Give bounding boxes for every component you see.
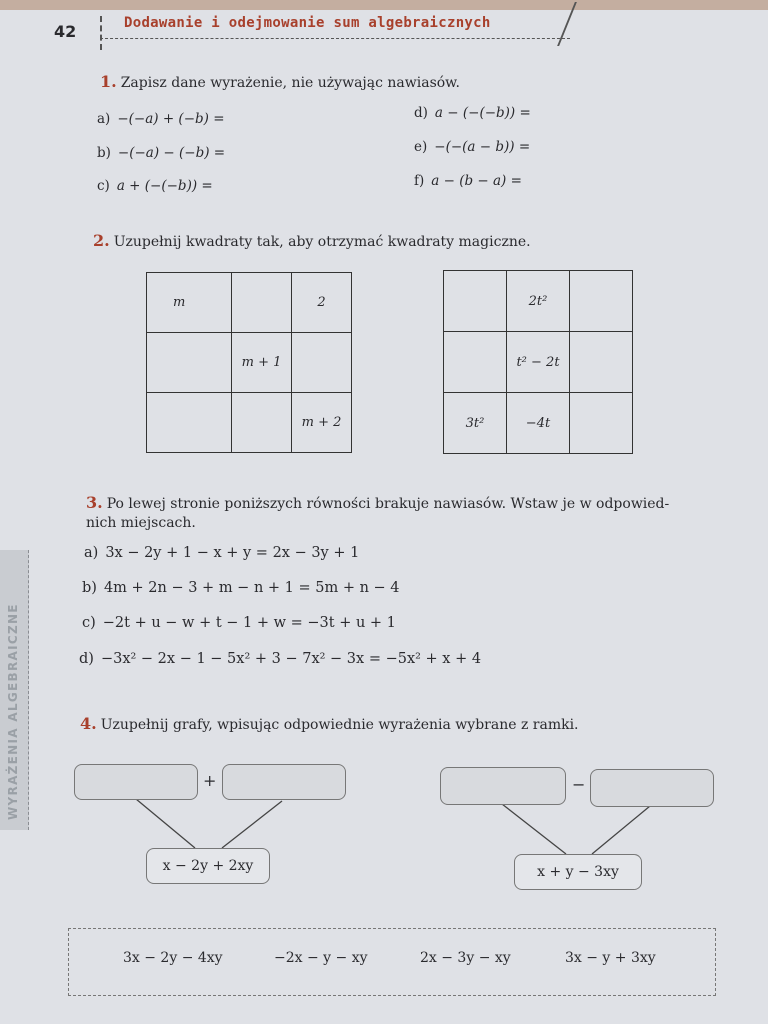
task-2-instruction: Uzupełnij kwadraty tak, aby otrzymać kwadraty magiczne.: [113, 234, 531, 250]
item-label: f): [414, 173, 425, 189]
task-2-number: 2.: [93, 231, 110, 250]
page-number: 42: [54, 22, 77, 41]
graph-2-result: x + y − 3xy: [514, 854, 642, 890]
magic-square-cell[interactable]: 2: [292, 273, 352, 333]
graph-2-operator: −: [572, 775, 586, 794]
task-3-instruction-line-2: nich miejscach.: [86, 515, 196, 531]
item-label: e): [414, 139, 428, 155]
magic-square-cell[interactable]: m + 1: [232, 333, 292, 393]
item-expression: −(−a) + (−b) =: [117, 111, 225, 127]
choice-expression: −2x − y − xy: [274, 950, 368, 966]
task-3-instruction-line-1: Po lewej stronie poniższych równości brakuje nawiasów. Wstaw je w odpowied-: [106, 496, 670, 512]
item-expression: −2t + u − w + t − 1 + w = −3t + u + 1: [102, 615, 396, 631]
choice-expression: 3x − y + 3xy: [565, 950, 656, 966]
item-expression: −(−(a − b)) =: [434, 139, 531, 155]
magic-square-cell[interactable]: 2t²: [507, 271, 570, 332]
item-expression: a + (−(−b)) =: [116, 178, 213, 194]
item-expression: −3x² − 2x − 1 − 5x² + 3 − 7x² − 3x = −5x² + x + 4: [100, 651, 482, 667]
item-label: a): [84, 545, 99, 561]
magic-square-cell[interactable]: m + 2: [292, 393, 352, 453]
magic-square-cell[interactable]: m: [147, 273, 232, 333]
magic-square-cell[interactable]: 3t²: [444, 393, 507, 454]
item-label: a): [97, 111, 111, 127]
graph-2-right-slot[interactable]: [590, 769, 714, 807]
magic-square-cell[interactable]: −4t: [507, 393, 570, 454]
graph-2-left-slot[interactable]: [440, 767, 566, 805]
item-label: c): [97, 178, 110, 194]
item-label: d): [79, 651, 94, 667]
side-tab-label: WYRAŻENIA ALGEBRAICZNE: [6, 603, 20, 820]
task-4-instruction: Uzupełnij grafy, wpisując odpowiednie wyrażenia wybrane z ramki.: [100, 717, 579, 733]
magic-square-cell[interactable]: t² − 2t: [507, 332, 570, 393]
task-3-number: 3.: [86, 493, 103, 512]
item-label: b): [97, 145, 111, 161]
item-expression: 4m + 2n − 3 + m − n + 1 = 5m + n − 4: [103, 580, 400, 596]
item-expression: −(−a) − (−b) =: [117, 145, 226, 161]
item-label: d): [414, 105, 428, 121]
item-expression: a − (−(−b)) =: [434, 105, 531, 121]
item-label: c): [82, 615, 96, 631]
graph-1-result: x − 2y + 2xy: [146, 848, 270, 884]
task-1-number: 1.: [100, 72, 117, 91]
chapter-title: Dodawanie i odejmowanie sum algebraicznych: [124, 15, 491, 31]
graph-1-left-slot[interactable]: [74, 764, 198, 800]
choice-expression: 3x − 2y − 4xy: [123, 950, 223, 966]
graph-1-operator: +: [203, 771, 217, 790]
task-4-number: 4.: [80, 714, 97, 733]
graph-1-right-slot[interactable]: [222, 764, 346, 800]
item-expression: a − (b − a) =: [431, 173, 522, 189]
choice-expression: 2x − 3y − xy: [420, 950, 511, 966]
item-expression: 3x − 2y + 1 − x + y = 2x − 3y + 1: [105, 545, 360, 561]
item-label: b): [82, 580, 97, 596]
task-1-instruction: Zapisz dane wyrażenie, nie używając nawiasów.: [120, 75, 460, 91]
